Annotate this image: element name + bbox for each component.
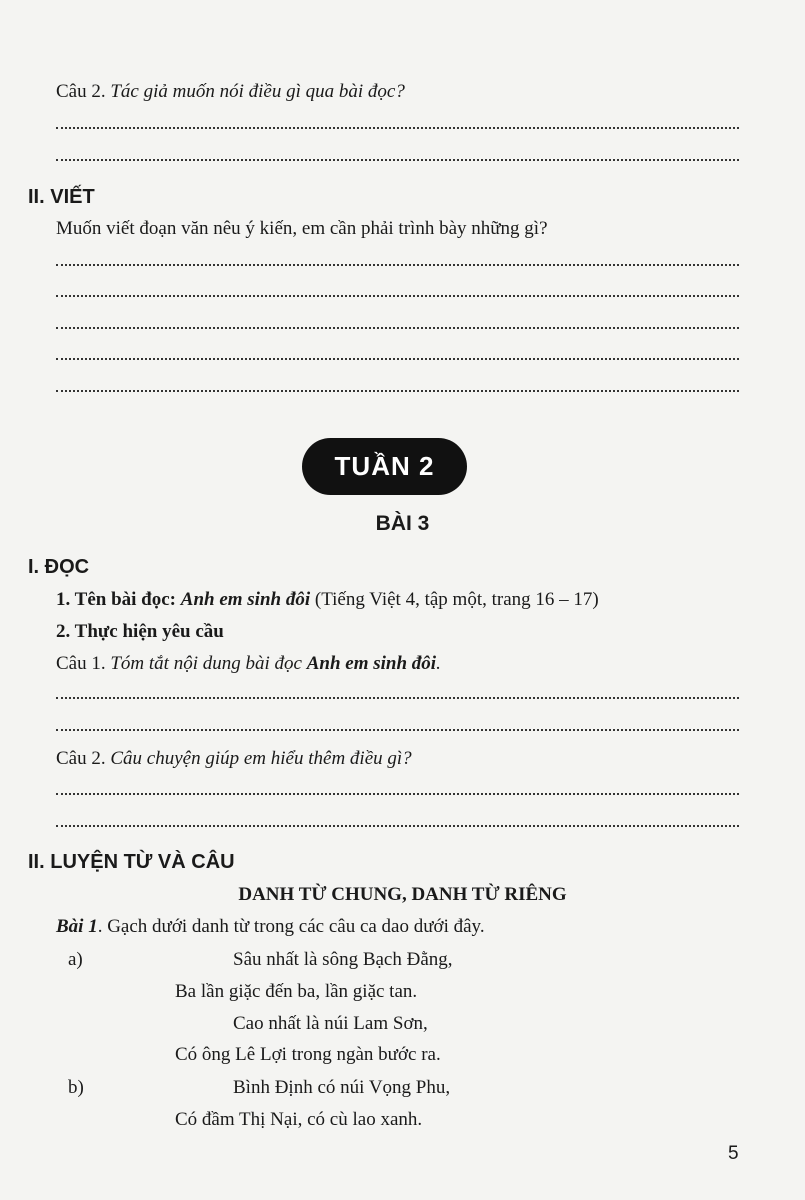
exercise-1	[56, 915, 485, 939]
question-label: Câu 2.	[56, 748, 106, 769]
poem-line: Có đầm Thị Nại, có cù lao xanh.	[175, 1109, 423, 1130]
answer-line[interactable]	[56, 264, 739, 266]
answer-line[interactable]	[56, 729, 739, 731]
poem-line: Sâu nhất là sông Bạch Đằng,	[233, 949, 453, 970]
question-label: Câu 1.	[56, 653, 106, 674]
question-2-prev	[56, 80, 405, 104]
poem-line: Có ông Lê Lợi trong ngàn bước ra.	[175, 1044, 441, 1065]
answer-line[interactable]	[56, 327, 739, 329]
answer-line[interactable]	[56, 295, 739, 297]
poem-line: Ba lần giặc đến ba, lần giặc tan.	[175, 981, 418, 1002]
question-2	[56, 747, 412, 771]
question-reading-title: Anh em sinh đôi	[306, 653, 437, 674]
exercise-label: Bài 1	[56, 916, 98, 937]
section-heading-ltvc: II. LUYỆN TỪ VÀ CÂU	[28, 851, 235, 873]
question-end: .	[436, 653, 441, 674]
part-a-label: a)	[68, 949, 83, 970]
page-number: 5	[728, 1143, 739, 1164]
section-heading-doc: I. ĐỌC	[28, 556, 90, 578]
question-1	[56, 652, 441, 676]
lesson-title: BÀI 3	[375, 512, 430, 535]
poem-line: Bình Định có núi Vọng Phu,	[233, 1077, 451, 1098]
answer-line[interactable]	[56, 697, 739, 699]
section-subtitle: DANH TỪ CHUNG, DANH TỪ RIÊNG	[238, 884, 567, 905]
question-label: Câu 2.	[56, 81, 106, 102]
reading-title-line	[56, 588, 599, 612]
answer-line[interactable]	[56, 793, 739, 795]
exercise-text: . Gạch dưới danh từ trong các câu ca dao dưới đây.	[97, 916, 485, 937]
question-text: Tóm tắt nội dung bài đọc	[110, 653, 302, 674]
item-label: 1. Tên bài đọc:	[56, 589, 177, 610]
item-2-heading: 2. Thực hiện yêu cầu	[56, 621, 224, 642]
poem-line: Cao nhất là núi Lam Sơn,	[233, 1013, 428, 1034]
question-text: Câu chuyện giúp em hiểu thêm điều gì?	[110, 748, 412, 769]
viet-prompt: Muốn viết đoạn văn nêu ý kiến, em cần phải trình bày những gì?	[56, 218, 548, 239]
part-b-label: b)	[68, 1077, 84, 1098]
section-heading-viet: II. VIẾT	[28, 186, 95, 208]
answer-line[interactable]	[56, 358, 739, 360]
question-text: Tác giả muốn nói điều gì qua bài đọc?	[110, 81, 405, 102]
week-badge: TUẦN 2	[302, 438, 467, 495]
answer-line[interactable]	[56, 159, 739, 161]
answer-line[interactable]	[56, 825, 739, 827]
answer-line[interactable]	[56, 390, 739, 392]
answer-line[interactable]	[56, 127, 739, 129]
reading-reference: (Tiếng Việt 4, tập một, trang 16 – 17)	[314, 589, 599, 610]
reading-title: Anh em sinh đôi	[180, 589, 311, 610]
